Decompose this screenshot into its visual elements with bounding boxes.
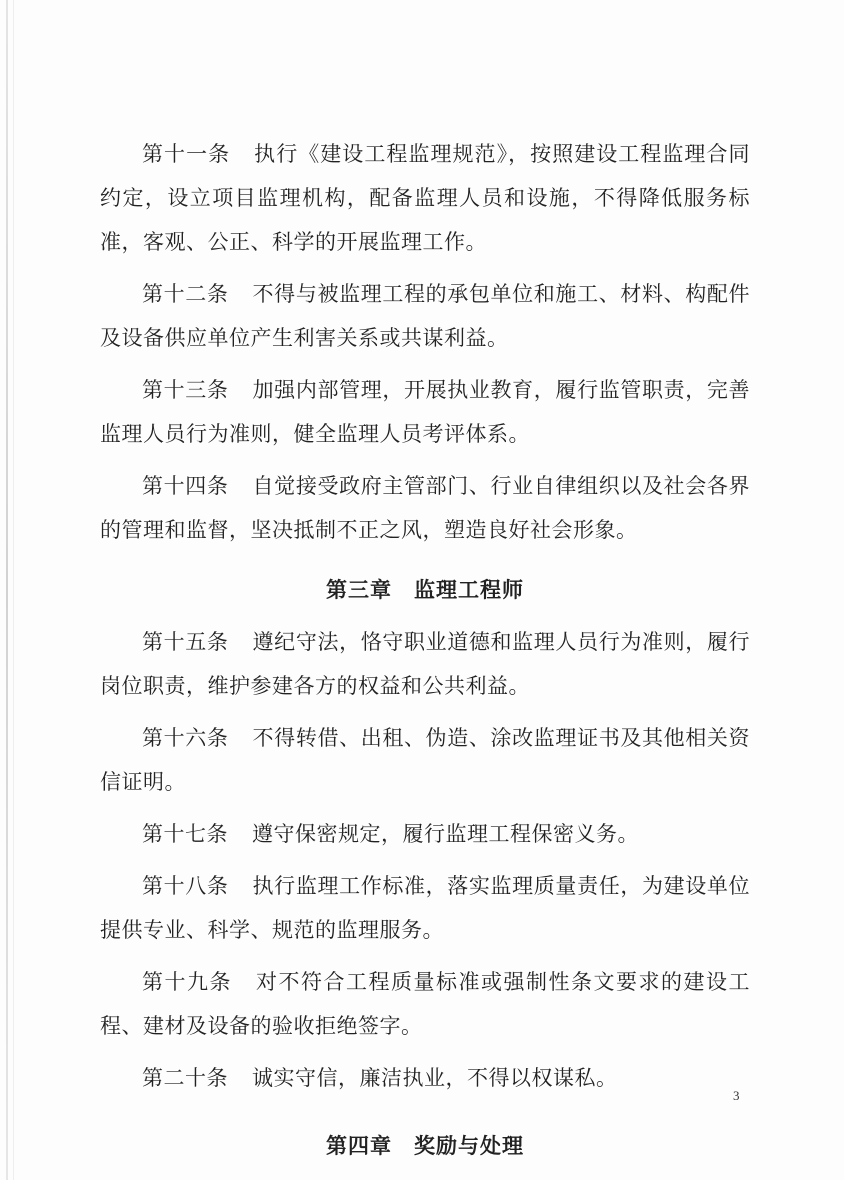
article-text: 执行《建设工程监理规范》，按照建设工程监理合同约定，设立项目监理机构，配备监理人员和设施，不得降低服务标准，客观、公正、科学的开展监理工作。 [100, 142, 751, 254]
article-20 [100, 1056, 750, 1100]
article-number: 第十六条 [142, 726, 229, 750]
chapter-heading [100, 568, 750, 612]
article-19 [100, 960, 750, 1048]
article-number: 第十三条 [142, 378, 229, 402]
article-15 [100, 620, 750, 708]
article-14 [100, 464, 750, 552]
article-text: 遵纪守法，恪守职业道德和监理人员行为准则，履行岗位职责，维护参建各方的权益和公共利益。 [100, 630, 751, 698]
article-number: 第二十条 [142, 1066, 228, 1090]
chapter-title: 奖励与处理 [414, 1134, 524, 1158]
article-number: 第十七条 [142, 822, 228, 846]
chapter-number: 第四章 [326, 1134, 392, 1158]
article-13 [100, 368, 750, 456]
article-12 [100, 272, 750, 360]
article-text: 自觉接受政府主管部门、行业自律组织以及社会各界的管理和监督，坚决抵制不正之风，塑造良好社会形象。 [100, 474, 751, 542]
article-18 [100, 864, 750, 952]
article-number: 第十八条 [142, 874, 229, 898]
article-number: 第十二条 [142, 282, 229, 306]
document-body [100, 132, 750, 1168]
chapter-heading [100, 1124, 750, 1168]
article-number: 第十九条 [142, 970, 232, 994]
article-number: 第十四条 [142, 474, 229, 498]
article-number: 第十一条 [142, 142, 231, 166]
article-text: 执行监理工作标准，落实监理质量责任，为建设单位提供专业、科学、规范的监理服务。 [100, 874, 751, 942]
article-11 [100, 132, 750, 264]
article-text: 不得与被监理工程的承包单位和施工、材料、构配件及设备供应单位产生利害关系或共谋利益。 [100, 282, 751, 350]
article-text: 诚实守信，廉洁执业，不得以权谋私。 [252, 1066, 618, 1090]
article-text: 遵守保密规定，履行监理工程保密义务。 [252, 822, 639, 846]
page-number: 3 [733, 1088, 740, 1103]
article-text: 不得转借、出租、伪造、涂改监理证书及其他相关资信证明。 [100, 726, 751, 794]
article-16 [100, 716, 750, 804]
scan-edge [6, 0, 8, 1180]
article-17 [100, 812, 750, 856]
article-text: 对不符合工程质量标准或强制性条文要求的建设工程、建材及设备的验收拒绝签字。 [100, 970, 750, 1038]
chapter-number: 第三章 [326, 578, 392, 602]
article-text: 加强内部管理，开展执业教育，履行监管职责，完善监理人员行为准则，健全监理人员考评体系。 [100, 378, 751, 446]
scan-edge-inner [13, 0, 14, 1180]
article-number: 第十五条 [142, 630, 229, 654]
chapter-title: 监理工程师 [414, 578, 524, 602]
